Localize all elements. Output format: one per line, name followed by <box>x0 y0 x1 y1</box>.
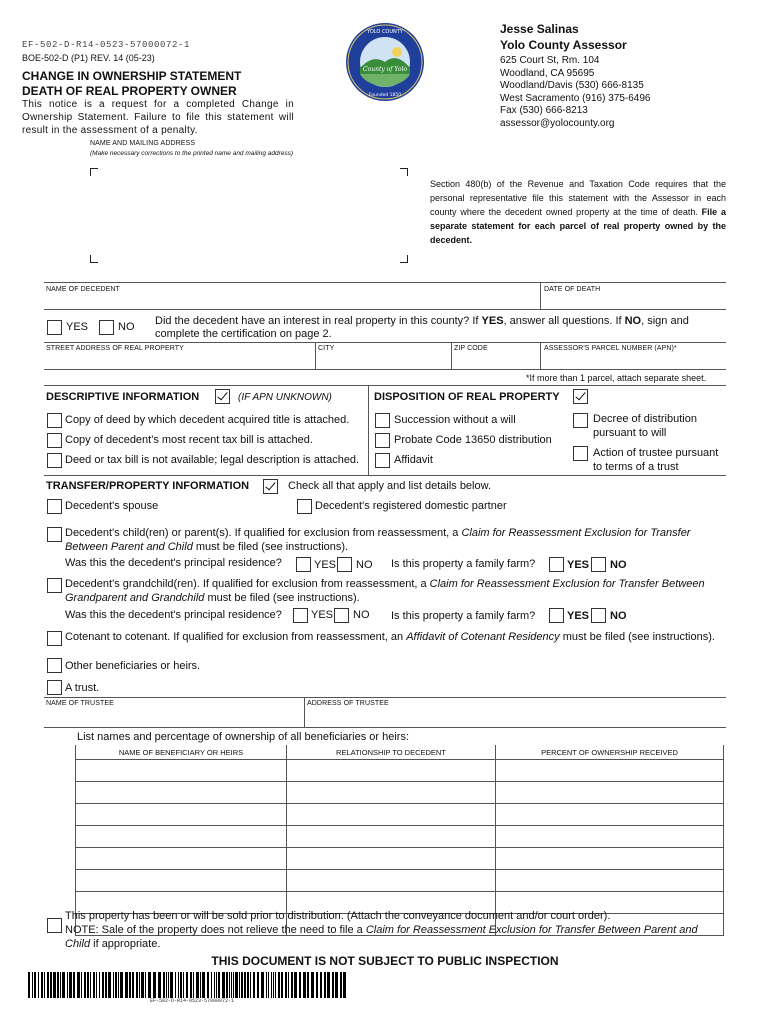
probate-label: Probate Code 13650 distribution <box>394 434 552 446</box>
table-row <box>76 760 724 782</box>
mailing-address-field[interactable] <box>90 168 408 263</box>
multi-parcel-note: *If more than 1 parcel, attach separate sheet. <box>526 373 707 383</box>
child-principal-yes-checkbox[interactable] <box>296 557 311 572</box>
trustee-name-input[interactable] <box>44 709 303 726</box>
barcode-bar <box>239 972 240 998</box>
barcode-bar <box>44 972 45 998</box>
barcode-bar <box>253 972 255 998</box>
child-claim-title: Claim for Reassessment Exclusion for Transfer Between Parent and Child <box>65 527 691 553</box>
grand-farm-no-checkbox[interactable] <box>591 608 606 623</box>
sold-note-text: NOTE: Sale of the property does not relieve the need to file a <box>65 924 366 936</box>
barcode-bar <box>105 972 107 998</box>
barcode-bar <box>38 972 39 998</box>
barcode-bar <box>332 972 334 998</box>
barcode-bar <box>202 972 205 998</box>
barcode-bar <box>129 972 131 998</box>
grand-farm-yes-checkbox[interactable] <box>549 608 564 623</box>
decedent-name-input[interactable] <box>44 294 539 308</box>
barcode-bar <box>180 972 182 998</box>
beneficiaries-table <box>75 745 724 936</box>
cotenant-text: Cotenant to cotenant. If qualified for exclusion from reassessment, an <box>65 631 407 643</box>
grand-principal-yes-label: YES <box>311 609 334 621</box>
barcode-bar <box>207 972 209 998</box>
tax-bill-checkbox[interactable] <box>47 433 62 448</box>
grand-principal-yes-checkbox[interactable] <box>293 608 308 623</box>
grand-principal-no-checkbox[interactable] <box>334 608 349 623</box>
cotenant-label <box>65 630 725 644</box>
trustee-address-input[interactable] <box>305 709 726 726</box>
question-text: , answer all questions. If <box>503 315 625 327</box>
barcode-bar <box>141 972 144 998</box>
barcode-bar <box>268 972 269 998</box>
percent-cell[interactable] <box>496 826 724 848</box>
barcode-bar <box>175 972 176 998</box>
apn-input[interactable] <box>541 353 726 368</box>
succession-label: Succession without a will <box>394 414 516 426</box>
trustee-action-checkbox[interactable] <box>573 446 588 461</box>
barcode-bar <box>229 972 230 998</box>
divider <box>44 369 726 370</box>
trust-label: A trust. <box>65 682 100 694</box>
assessor-phone-westsac: West Sacramento (916) 375-6496 <box>500 92 651 104</box>
barcode-bar <box>28 972 30 998</box>
barcode-bar <box>73 972 75 998</box>
barcode-bar <box>136 972 138 998</box>
child-farm-no-checkbox[interactable] <box>591 557 606 572</box>
barcode-bar <box>118 972 119 998</box>
child-farm-question: Is this property a family farm? <box>391 558 536 570</box>
beneficiary-name-cell[interactable] <box>76 848 287 870</box>
barcode-bar <box>53 972 56 998</box>
assessor-city-line: Woodland, CA 95695 <box>500 67 595 79</box>
barcode-bar <box>241 972 243 998</box>
assessor-name: Jesse Salinas <box>500 22 579 36</box>
barcode-bar <box>275 972 276 998</box>
barcode-bar <box>288 972 289 998</box>
child-farm-yes-checkbox[interactable] <box>549 557 564 572</box>
assessor-contact <box>500 55 650 130</box>
percent-cell[interactable] <box>496 760 724 782</box>
barcode-bar <box>303 972 306 998</box>
assessor-address-line: 625 Court St, Rm. 104 <box>500 55 600 66</box>
child-parent-label <box>65 526 725 554</box>
trustee-address-label: ADDRESS OF TRUSTEE <box>307 700 389 707</box>
divider <box>368 385 369 475</box>
barcode-bar <box>108 972 111 998</box>
seal-top-text: YOLO COUNTY <box>367 29 403 35</box>
city-label: CITY <box>318 345 335 352</box>
barcode-bar <box>84 972 86 998</box>
barcode-bar <box>163 972 165 998</box>
beneficiary-name-cell[interactable] <box>76 760 287 782</box>
barcode-bar <box>120 972 123 998</box>
grandchild-label <box>65 577 725 605</box>
child-principal-question: Was this the decedent's principal residence? <box>65 557 282 569</box>
public-inspection-notice: THIS DOCUMENT IS NOT SUBJECT TO PUBLIC INSPECTION <box>211 954 559 968</box>
beneficiary-name-cell[interactable] <box>76 870 287 892</box>
barcode-bar <box>335 972 338 998</box>
barcode-bar <box>291 972 293 998</box>
question-no: NO <box>624 315 642 327</box>
interest-yes-label: YES <box>66 321 89 333</box>
barcode-bar <box>266 972 267 998</box>
barcode-bar <box>50 972 52 998</box>
relationship-cell[interactable] <box>287 870 496 892</box>
city-input[interactable] <box>316 353 450 368</box>
barcode-bar <box>115 972 117 998</box>
barcode-bar <box>139 972 140 998</box>
barcode-bar <box>102 972 104 998</box>
form-id: EF-502-D-R14-0523-57000072-1 <box>22 40 191 50</box>
barcode-bar <box>271 972 272 998</box>
legal-description-checkbox[interactable] <box>47 453 62 468</box>
decree-label: Decree of distribution pursuant to will <box>593 413 697 439</box>
date-of-death-label: DATE OF DEATH <box>544 286 601 293</box>
street-address-input[interactable] <box>44 353 314 368</box>
grand-claim-title: Claim for Reassessment Exclusion for Transfer Between Grandparent and Grandchild <box>65 578 705 604</box>
barcode-bar <box>200 972 201 998</box>
grand-farm-question: Is this property a family farm? <box>391 610 536 622</box>
barcode-bar <box>222 972 225 998</box>
table-row <box>76 782 724 804</box>
grand-principal-no-label: NO <box>353 609 370 621</box>
child-principal-yes-label: YES <box>314 559 337 571</box>
beneficiaries-intro: List names and percentage of ownership of all beneficiaries or heirs: <box>77 731 410 743</box>
barcode-bar <box>211 972 212 998</box>
corner-mark <box>400 168 408 176</box>
col-header-percent: PERCENT OF OWNERSHIP RECEIVED <box>496 745 724 760</box>
corner-mark <box>400 255 408 263</box>
table-row <box>76 826 724 848</box>
divider <box>44 697 726 698</box>
barcode-bar <box>178 972 179 998</box>
cotenant-text: must be filed (see instructions). <box>559 631 715 643</box>
grand-text: Decedent's grandchild(ren). If qualified for exclusion from reassessment, a <box>65 578 430 590</box>
decree-checkbox[interactable] <box>573 413 588 428</box>
barcode-bar <box>81 972 82 998</box>
divider <box>44 385 726 386</box>
barcode-text: EF-502-D-R14-0523-57000072-1 <box>150 998 235 1004</box>
transfer-checkbox[interactable] <box>263 479 278 494</box>
barcode-bar <box>57 972 59 998</box>
barcode-bar <box>87 972 89 998</box>
barcode-bar <box>216 972 217 998</box>
child-text: Decedent's child(ren) or parent(s). If qualified for exclusion from reassessment, a <box>65 527 462 539</box>
grandchild-checkbox[interactable] <box>47 578 62 593</box>
interest-no-checkbox[interactable] <box>99 320 114 335</box>
relationship-cell[interactable] <box>287 760 496 782</box>
barcode-bar <box>261 972 264 998</box>
form-title-line2: DEATH OF REAL PROPERTY OWNER <box>22 84 237 98</box>
affidavit-label: Affidavit <box>394 454 433 466</box>
sold-checkbox[interactable] <box>47 918 62 933</box>
barcode-bar <box>340 972 342 998</box>
percent-cell[interactable] <box>496 804 724 826</box>
disposition-checkbox[interactable] <box>573 389 588 404</box>
assessor-phone-woodland: Woodland/Davis (530) 666-8135 <box>500 80 644 91</box>
child-principal-no-checkbox[interactable] <box>337 557 352 572</box>
barcode-bar <box>62 972 65 998</box>
apn-label: ASSESSOR'S PARCEL NUMBER (APN)* <box>544 345 677 352</box>
barcode-bar <box>343 972 346 998</box>
barcode-bar <box>190 972 192 998</box>
sold-line: This property has been or will be sold prior to distribution. (Attach the conveyance document and/or court order). <box>65 910 611 922</box>
barcode-bar <box>247 972 249 998</box>
assessor-office: Yolo County Assessor <box>500 38 627 52</box>
trustee-name-label: NAME OF TRUSTEE <box>46 700 114 707</box>
seal-inner-text: County of Yolo <box>363 66 407 73</box>
trustee-action-label: Action of trustee pursuant to terms of a trust <box>593 447 719 473</box>
grand-farm-no-label: NO <box>610 610 627 622</box>
barcode-bar <box>67 972 68 998</box>
table-row <box>76 848 724 870</box>
sold-note-claim: Claim for Reassessment Exclusion for Transfer Between Parent and Child <box>65 924 698 950</box>
barcode-bar <box>320 972 322 998</box>
barcode-bar <box>77 972 80 998</box>
relationship-cell[interactable] <box>287 782 496 804</box>
barcode-bar <box>125 972 128 998</box>
beneficiary-name-cell[interactable] <box>76 782 287 804</box>
barcode-bar <box>47 972 49 998</box>
partner-checkbox[interactable] <box>297 499 312 514</box>
sold-note-text: if appropriate. <box>90 938 161 950</box>
divider <box>44 475 726 476</box>
barcode-bar <box>311 972 314 998</box>
barcode-bar <box>99 972 100 998</box>
disposition-heading: DISPOSITION OF REAL PROPERTY <box>374 391 560 403</box>
child-farm-no-label: NO <box>610 559 627 571</box>
divider <box>44 727 726 728</box>
barcode-bar <box>214 972 215 998</box>
seal-bottom-text: Founded 1850 <box>368 93 402 98</box>
table-header-row <box>76 745 724 760</box>
beneficiary-name-cell[interactable] <box>76 826 287 848</box>
grand-farm-yes-label: YES <box>567 610 590 622</box>
cotenant-affidavit-title: Affidavit of Cotenant Residency <box>406 631 560 643</box>
question-text: Did the decedent have an interest in real property in this county? If <box>155 315 482 327</box>
descriptive-checkbox[interactable] <box>215 389 230 404</box>
interest-question <box>155 315 725 341</box>
barcode-bar <box>233 972 234 998</box>
barcode-bar <box>226 972 228 998</box>
barcode-bar <box>285 972 287 998</box>
barcode-bar <box>96 972 97 998</box>
child-parent-checkbox[interactable] <box>47 527 62 542</box>
descriptive-subheading: (IF APN UNKNOWN) <box>238 392 332 403</box>
partner-label: Decedent's registered domestic partner <box>315 500 507 512</box>
divider <box>44 309 726 310</box>
relationship-cell[interactable] <box>287 848 496 870</box>
barcode-bar <box>250 972 251 998</box>
child-farm-yes-label: YES <box>567 559 590 571</box>
grand-text: must be filed (see instructions). <box>204 592 360 604</box>
barcode-bar <box>327 972 330 998</box>
barcode-bar <box>183 972 184 998</box>
barcode-bar <box>244 972 246 998</box>
probate-checkbox[interactable] <box>375 433 390 448</box>
barcode-bar <box>273 972 274 998</box>
penalty-notice: This notice is a request for a completed Change in Ownership Statement. Failure to file this statement will result in the assessment of a penalty. <box>22 99 294 136</box>
barcode-bar <box>281 972 283 998</box>
question-yes: YES <box>481 315 504 327</box>
transfer-instruction: Check all that apply and list details below. <box>288 480 492 492</box>
assessor-email: assessor@yolocounty.org <box>500 117 615 129</box>
barcode-bar <box>168 972 169 998</box>
col-header-name: NAME OF BENEFICIARY OR HEIRS <box>76 745 287 760</box>
barcode-bar <box>196 972 199 998</box>
zip-label: ZIP CODE <box>454 345 488 352</box>
child-principal-no-label: NO <box>356 559 373 571</box>
deed-copy-checkbox[interactable] <box>47 413 62 428</box>
child-text: must be filed (see instructions). <box>192 541 349 553</box>
barcode-bar <box>218 972 220 998</box>
affidavit-checkbox[interactable] <box>375 453 390 468</box>
percent-cell[interactable] <box>496 848 724 870</box>
percent-cell[interactable] <box>496 782 724 804</box>
barcode-bar <box>93 972 95 998</box>
cotenant-checkbox[interactable] <box>47 631 62 646</box>
mailing-address-label: NAME AND MAILING ADDRESS <box>90 140 196 147</box>
relationship-cell[interactable] <box>287 826 496 848</box>
section-480-bold: File a separate statement for each parcel of real property owned by the decedent. <box>430 207 726 245</box>
sold-statement <box>65 909 725 951</box>
barcode-bar <box>235 972 238 998</box>
barcode-bar <box>231 972 232 998</box>
barcode-bar <box>278 972 280 998</box>
relationship-cell[interactable] <box>287 804 496 826</box>
barcode-bar <box>34 972 36 998</box>
barcode-bar <box>113 972 114 998</box>
form-number: BOE-502-D (P1) REV. 14 (05-23) <box>22 53 155 63</box>
barcode-bar <box>41 972 43 998</box>
section-480-text <box>430 177 726 247</box>
divider <box>44 342 726 343</box>
interest-yes-checkbox[interactable] <box>47 320 62 335</box>
barcode-bar <box>186 972 188 998</box>
street-address-label: STREET ADDRESS OF REAL PROPERTY <box>46 345 184 352</box>
legal-description-label: Deed or tax bill is not available; legal description is attached. <box>65 454 360 466</box>
corner-mark <box>90 168 98 176</box>
barcode-bar <box>60 972 61 998</box>
barcode-bar <box>32 972 33 998</box>
other-beneficiaries-checkbox[interactable] <box>47 658 62 673</box>
mailing-address-sublabel: (Make necessary corrections to the printed name and mailing address) <box>90 150 294 157</box>
barcode-bar <box>316 972 318 998</box>
sold-note <box>65 923 725 951</box>
barcode-bar <box>132 972 134 998</box>
barcode-bar <box>153 972 156 998</box>
barcode-bar <box>257 972 259 998</box>
barcode-bar <box>158 972 161 998</box>
barcode-bar <box>193 972 194 998</box>
form-title-line1: CHANGE IN OWNERSHIP STATEMENT <box>22 69 242 83</box>
table-row <box>76 870 724 892</box>
barcode-bar <box>307 972 309 998</box>
spouse-label: Decedent's spouse <box>65 500 159 512</box>
barcode-bar <box>145 972 146 998</box>
barcode-bar <box>324 972 326 998</box>
interest-no-label: NO <box>118 321 135 333</box>
other-beneficiaries-label: Other beneficiaries or heirs. <box>65 660 201 672</box>
section-480-body: Section 480(b) of the Revenue and Taxation Code requires that the personal representative file this statement with the Assessor in each county where the decedent owned property at the time of death. <box>430 179 726 217</box>
barcode-bar <box>294 972 297 998</box>
barcode-bar <box>148 972 151 998</box>
divider <box>44 282 726 283</box>
barcode-bar <box>166 972 167 998</box>
barcode-bar <box>90 972 91 998</box>
descriptive-heading: DESCRIPTIVE INFORMATION <box>46 391 200 403</box>
percent-cell[interactable] <box>496 870 724 892</box>
barcode-bar <box>69 972 72 998</box>
assessor-fax: Fax (530) 666-8213 <box>500 105 588 116</box>
decedent-name-label: NAME OF DECEDENT <box>46 286 120 293</box>
spouse-checkbox[interactable] <box>47 499 62 514</box>
barcode-icon <box>28 972 350 998</box>
grand-principal-question: Was this the decedent's principal residence? <box>65 609 282 621</box>
col-header-relationship: RELATIONSHIP TO DECEDENT <box>287 745 496 760</box>
barcode-bar <box>170 972 173 998</box>
deed-copy-label: Copy of deed by which decedent acquired title is attached. <box>65 414 350 426</box>
zip-input[interactable] <box>452 353 539 368</box>
table-row <box>76 804 724 826</box>
county-seal-icon <box>345 22 425 102</box>
succession-checkbox[interactable] <box>375 413 390 428</box>
date-of-death-input[interactable] <box>541 294 726 308</box>
tax-bill-label: Copy of decedent's most recent tax bill is attached. <box>65 434 313 446</box>
barcode-bar <box>299 972 301 998</box>
question-text: , sign and complete the certification on page 2. <box>155 315 689 340</box>
transfer-heading: TRANSFER/PROPERTY INFORMATION <box>46 480 250 492</box>
corner-mark <box>90 255 98 263</box>
beneficiary-name-cell[interactable] <box>76 804 287 826</box>
trust-checkbox[interactable] <box>47 680 62 695</box>
